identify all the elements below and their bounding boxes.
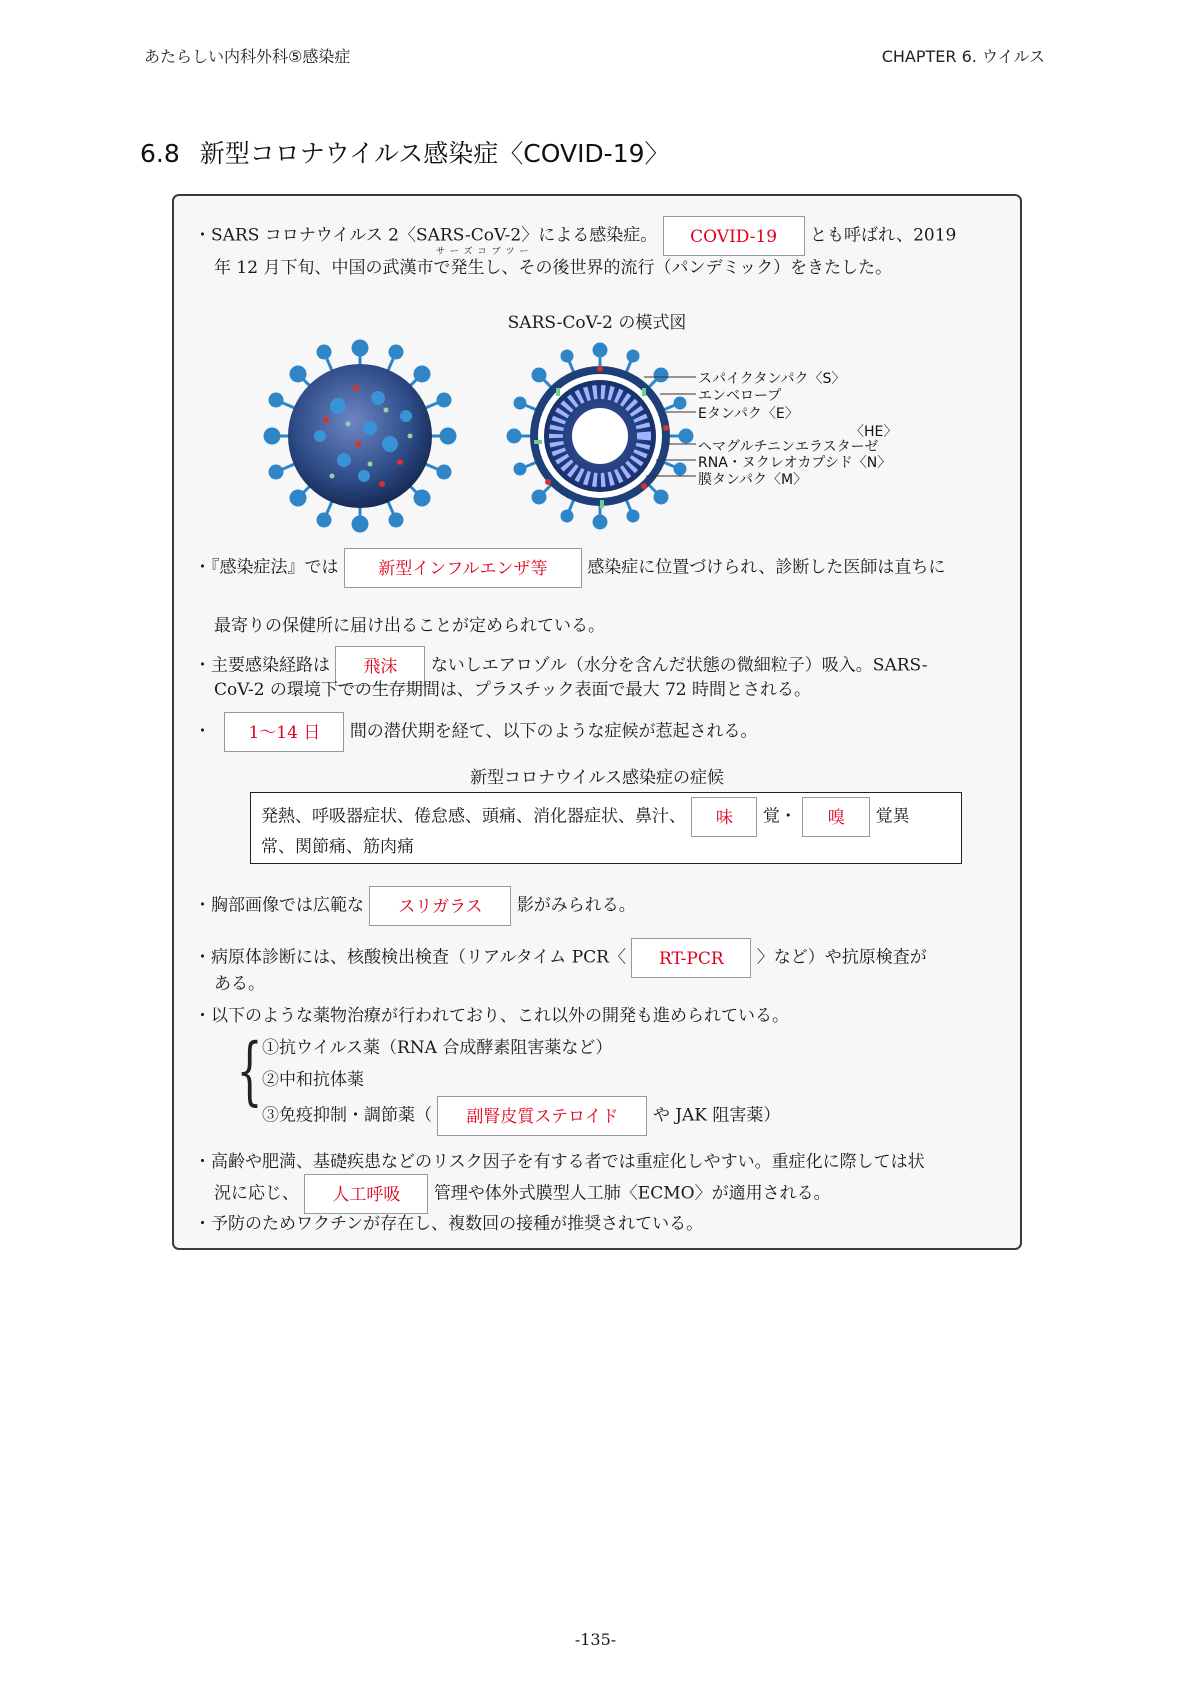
severe-line1: ・高齢や肥満、基礎疾患などのリスク因子を有する者では重症化しやすい。重症化に際しては状 (194, 1152, 925, 1172)
treatment-item3 (262, 1096, 780, 1136)
law-line2: 最寄りの保健所に届け出ることが定められている。 (214, 616, 605, 636)
severe-pre: 況に応じ、 (214, 1183, 299, 1204)
answer-incubation[interactable]: 1〜14 日 (224, 712, 344, 752)
chest-post: 影がみられる。 (516, 895, 636, 916)
diagnosis-line1 (194, 938, 927, 978)
incubation-post: 間の潜伏期を経て、以下のような症候が惹起される。 (349, 721, 758, 742)
label-envelope: エンベロープ (698, 388, 782, 404)
treatment-intro: ・以下のような薬物治療が行われており、これ以外の開発も進められている。 (194, 1006, 789, 1026)
section-title: 新型コロナウイルス感染症〈COVID-19〉 (199, 139, 670, 168)
chapter-title: CHAPTER 6. ウイルス (881, 47, 1045, 66)
incubation-line (194, 712, 757, 752)
answer-rt-pcr[interactable]: RT-PCR (631, 938, 751, 978)
answer-ventilation[interactable]: 人工呼吸 (304, 1174, 428, 1214)
answer-covid19[interactable]: COVID-19 (663, 216, 805, 256)
answer-steroid[interactable]: 副腎皮質ステロイド (437, 1096, 647, 1136)
vaccine-line: ・予防のためワクチンが存在し、複数回の接種が推奨されている。 (194, 1214, 704, 1234)
figure-title: SARS-CoV-2 の模式図 (507, 313, 687, 333)
book-title: あたらしい内科外科⑤感染症 (144, 47, 351, 66)
label-rna: RNA・ヌクレオカプシド〈N〉 (698, 455, 892, 471)
answer-himatsu[interactable]: 飛沫 (335, 646, 425, 686)
chest-line (194, 886, 636, 926)
symptoms-pre: 発熱、呼吸器症状、倦怠感、頭痛、消化器症状、鼻汁、 (261, 806, 686, 827)
content-panel (172, 194, 1022, 1250)
route-post: ないしエアロゾル（水分を含んだ状態の微細粒子）吸入。SARS- (430, 655, 928, 676)
law-pre: ・『感染症法』では (194, 557, 339, 578)
intro-line2: 年 12 月下旬、中国の武漢市で発生し、その後世界的流行（パンデミック）をきたした。 (214, 258, 893, 278)
answer-smell[interactable]: 嗅 (802, 797, 870, 837)
ruby-sarscov2: サーズコブツー (436, 247, 534, 257)
route-pre: ・主要感染経路は (194, 655, 330, 676)
intro-line1-pre: ・SARS コロナウイルス 2〈SARS-CoV-2〉による感染症。 (194, 225, 658, 246)
law-post: 感染症に位置づけられ、診断した医師は直ちに (587, 557, 946, 578)
incubation-bullet: ・ (194, 721, 211, 742)
intro-line1-post: とも呼ばれ、2019 (810, 225, 957, 246)
law-line1 (194, 548, 945, 588)
label-membrane: 膜タンパク〈M〉 (698, 472, 808, 488)
treatment-item3-post: や JAK 阻害薬） (652, 1105, 781, 1126)
answer-ground-glass[interactable]: スリガラス (369, 886, 511, 926)
severe-post: 管理や体外式膜型人工肺〈ECMO〉が適用される。 (433, 1183, 831, 1204)
intro-line1 (194, 216, 956, 256)
answer-taste[interactable]: 味 (691, 797, 757, 837)
sars-cov2-diagram (260, 336, 730, 536)
answer-shingata-flu[interactable]: 新型インフルエンザ等 (344, 548, 582, 588)
diagnosis-post: 〉など）や抗原検査が (756, 947, 927, 968)
treatment-item3-pre: ③免疫抑制・調節薬（ (262, 1105, 432, 1126)
symptoms-box (250, 792, 962, 864)
route-line2: CoV-2 の環境下での生存期間は、プラスチック表面で最大 72 時間とされる。 (214, 680, 812, 700)
label-e-protein: Eタンパク〈E〉 (698, 406, 799, 422)
virus-cross-section (508, 344, 696, 528)
symptoms-mid: 覚・ (762, 806, 797, 827)
symptoms-line2: 常、関節痛、筋肉痛 (261, 837, 414, 857)
label-he-abbr: 〈HE〉 (850, 424, 898, 440)
symptoms-post: 覚異 (875, 806, 910, 827)
section-heading (140, 134, 670, 170)
treatment-item1: ①抗ウイルス薬（RNA 合成酵素阻害薬など） (262, 1038, 613, 1058)
section-number: 6.8 (140, 139, 180, 168)
treatment-item2: ②中和抗体薬 (262, 1070, 364, 1090)
symptoms-line1 (261, 797, 910, 837)
label-he: ヘマグルチニンエラスターゼ (698, 439, 879, 455)
diagnosis-line2: ある。 (214, 974, 265, 994)
treatment-brace: { (236, 1028, 263, 1114)
symptoms-title: 新型コロナウイルス感染症の症候 (470, 768, 724, 788)
label-spike: スパイクタンパク〈S〉 (698, 371, 846, 387)
severe-line2 (214, 1174, 831, 1214)
diagnosis-pre: ・病原体診断には、核酸検出検査（リアルタイム PCR〈 (194, 947, 626, 968)
virus-exterior (265, 341, 455, 531)
page-number: -135- (574, 1630, 617, 1649)
chest-pre: ・胸部画像では広範な (194, 895, 364, 916)
